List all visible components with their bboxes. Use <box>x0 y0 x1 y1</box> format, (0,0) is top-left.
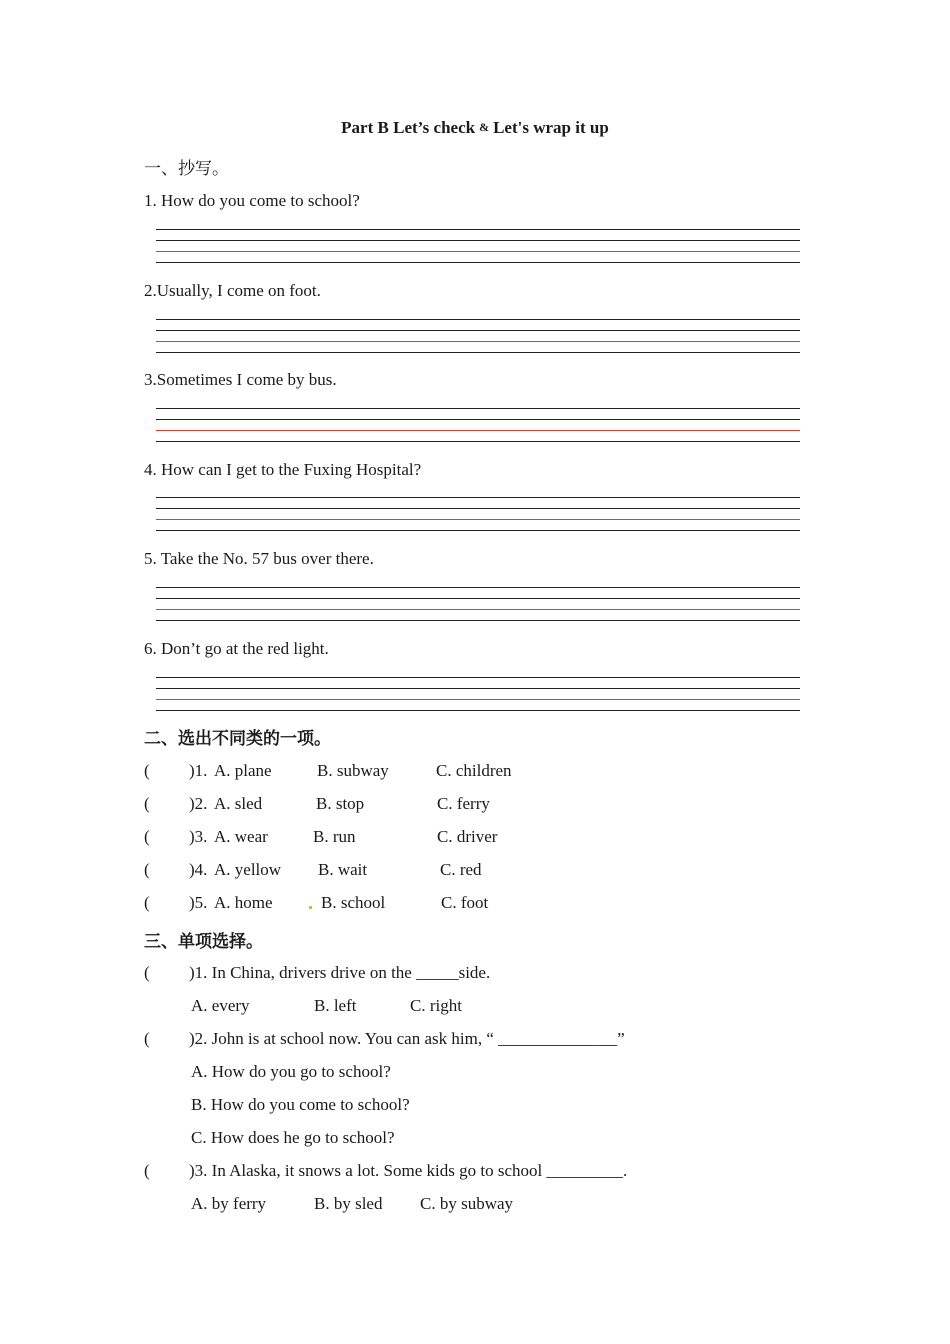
title-ampersand: & <box>479 120 490 134</box>
option-a: A. home <box>214 893 273 912</box>
writing-line <box>156 508 800 509</box>
writing-line-red <box>156 699 800 700</box>
q1-option-c: C. right <box>410 996 462 1015</box>
q2-option-b: B. How do you come to school? <box>191 1095 410 1114</box>
option-b: B. wait <box>318 860 368 879</box>
item-number: )4. <box>189 860 208 879</box>
option-b: B. run <box>313 827 356 846</box>
writing-line <box>156 352 800 353</box>
question-stem: )2. John is at school now. You can ask him, “ ______________” <box>189 1029 625 1048</box>
writing-line-red <box>156 609 800 610</box>
writing-lines-6[interactable] <box>156 677 800 711</box>
writing-lines-4[interactable] <box>156 497 800 531</box>
writing-line <box>156 330 800 331</box>
writing-line <box>156 587 800 588</box>
option-c: C. red <box>440 860 482 879</box>
item-number: )2. <box>189 794 208 813</box>
section3-heading: 三、单项选择。 <box>144 932 263 952</box>
option-c: C. children <box>436 761 512 780</box>
answer-bracket[interactable]: ( <box>144 860 150 879</box>
option-c: C. foot <box>441 893 489 912</box>
writing-line <box>156 530 800 531</box>
item-number: )1. <box>189 761 208 780</box>
writing-line <box>156 497 800 498</box>
writing-line <box>156 620 800 621</box>
option-c: C. ferry <box>437 794 490 813</box>
option-a: A. yellow <box>214 860 282 879</box>
writing-line <box>156 408 800 409</box>
copy-sentence-3: 3.Sometimes I come by bus. <box>144 370 337 389</box>
writing-line <box>156 677 800 678</box>
writing-lines-2[interactable] <box>156 319 800 353</box>
answer-bracket[interactable]: ( <box>144 794 150 813</box>
section1-heading: 一、抄写。 <box>144 159 229 179</box>
writing-line-red <box>156 341 800 342</box>
q3-option-b: B. by sled <box>314 1194 383 1213</box>
copy-sentence-4: 4. How can I get to the Fuxing Hospital? <box>144 460 422 479</box>
writing-line <box>156 598 800 599</box>
writing-lines-1[interactable] <box>156 229 800 263</box>
option-b: B. school <box>321 893 386 912</box>
writing-line <box>156 419 800 420</box>
copy-sentence-2: 2.Usually, I come on foot. <box>144 281 321 300</box>
option-b: B. stop <box>316 794 365 813</box>
answer-bracket[interactable]: ( <box>144 1161 150 1180</box>
answer-bracket[interactable]: ( <box>144 963 150 982</box>
writing-line-red <box>156 430 800 431</box>
title-rest: Let's wrap it up <box>493 118 609 137</box>
writing-lines-5[interactable] <box>156 587 800 621</box>
q1-option-b: B. left <box>314 996 357 1015</box>
q1-option-a: A. every <box>191 996 250 1015</box>
item-number: )3. <box>189 827 208 846</box>
copy-sentence-6: 6. Don’t go at the red light. <box>144 639 329 658</box>
option-b: B. subway <box>317 761 389 780</box>
writing-line <box>156 441 800 442</box>
copy-sentence-1: 1. How do you come to school? <box>144 191 360 210</box>
writing-line <box>156 688 800 689</box>
question-stem: )3. In Alaska, it snows a lot. Some kids go to school _________. <box>189 1161 628 1180</box>
q3-option-a: A. by ferry <box>191 1194 267 1213</box>
question-stem: )1. In China, drivers drive on the _____side. <box>189 963 491 982</box>
writing-line <box>156 240 800 241</box>
copy-sentence-5: 5. Take the No. 57 bus over there. <box>144 549 374 568</box>
writing-line-red <box>156 519 800 520</box>
writing-lines-3[interactable] <box>156 408 800 442</box>
answer-bracket[interactable]: ( <box>144 827 150 846</box>
item-number: )5. <box>189 893 208 912</box>
writing-line <box>156 262 800 263</box>
q2-option-c: C. How does he go to school? <box>191 1128 395 1147</box>
option-c: C. driver <box>437 827 498 846</box>
answer-bracket[interactable]: ( <box>144 761 150 780</box>
writing-line <box>156 710 800 711</box>
writing-line <box>156 229 800 230</box>
title-part: Part B Let’s check <box>341 118 476 137</box>
option-a: A. plane <box>214 761 272 780</box>
answer-bracket[interactable]: ( <box>144 893 150 912</box>
section2-heading: 二、选出不同类的一项。 <box>144 729 331 749</box>
stray-mark <box>309 906 312 909</box>
page-title <box>0 118 950 138</box>
answer-bracket[interactable]: ( <box>144 1029 150 1048</box>
q2-option-a: A. How do you go to school? <box>191 1062 391 1081</box>
option-a: A. sled <box>214 794 263 813</box>
option-a: A. wear <box>214 827 268 846</box>
writing-line-red <box>156 251 800 252</box>
writing-line <box>156 319 800 320</box>
q3-option-c: C. by subway <box>420 1194 514 1213</box>
